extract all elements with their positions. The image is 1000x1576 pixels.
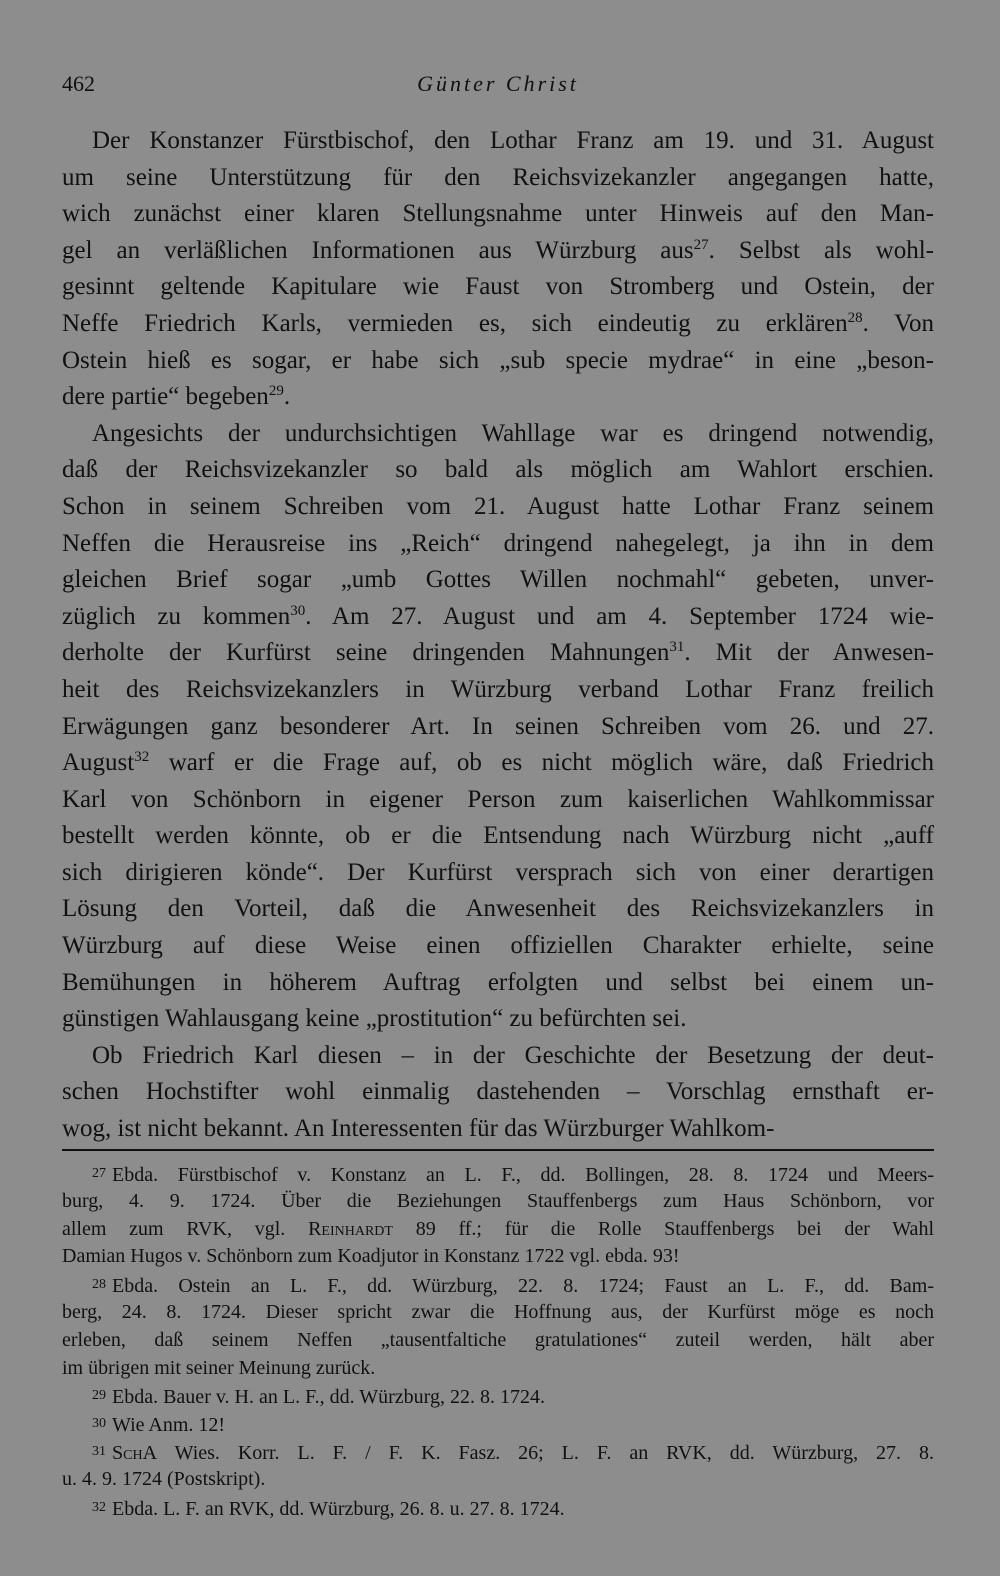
footnote-text: Ebda. Fürstbischof v. Konstanz an L. F., dd. Bollingen, 28. 8. 1724 und Meers- bbox=[112, 1164, 934, 1187]
text-line bbox=[62, 233, 934, 270]
text-line bbox=[62, 928, 934, 965]
text-segment: züglich zu kommen bbox=[62, 602, 291, 630]
text-line bbox=[62, 782, 934, 819]
text-segment: Neffen die Herausreise ins „Reich“ dringend nahegelegt, ja ihn in dem bbox=[62, 529, 934, 557]
text-segment: . Selbst als wohl- bbox=[708, 236, 935, 264]
text-segment: Karl von Schönborn in eigener Person zum kaiserlichen Wahlkommissar bbox=[62, 785, 934, 813]
footnote-number: 28 bbox=[92, 1277, 106, 1293]
text-segment: um seine Unterstützung für den Reichsvizekanzler angegangen hatte, bbox=[62, 163, 934, 191]
footnote-number: 27 bbox=[92, 1166, 106, 1181]
text-segment: gel an verläßlichen Informationen aus Würzburg aus bbox=[62, 236, 694, 264]
footnote-text: im übrigen mit seiner Meinung zurück. bbox=[62, 1356, 376, 1379]
footnote-text: u. 4. 9. 1724 (Postskript). bbox=[62, 1467, 266, 1490]
text-line bbox=[62, 635, 934, 672]
footnote-text: allem zum RVK, vgl. bbox=[62, 1217, 309, 1240]
text-line bbox=[62, 416, 934, 453]
footnote-text: burg, 4. 9. 1724. Über die Beziehungen Stauffenbergs zum Haus Schönborn, vor bbox=[62, 1189, 934, 1212]
main-text bbox=[62, 123, 934, 1148]
footnote-number: 31 bbox=[92, 1443, 106, 1459]
text-segment: Der Konstanzer Fürstbischof, den Lothar Franz am 19. und 31. August bbox=[92, 127, 934, 154]
text-line bbox=[62, 1074, 934, 1111]
text-line bbox=[62, 306, 934, 343]
text-line bbox=[62, 1001, 934, 1038]
text-line bbox=[62, 1111, 934, 1148]
text-line bbox=[62, 709, 934, 746]
text-segment: bestellt werden könnte, ob er die Entsendung nach Würzburg nicht „auff bbox=[62, 822, 934, 850]
footnote-text: berg, 24. 8. 1724. Dieser spricht zwar die Hoffnung aus, der Kurfürst möge es noch bbox=[62, 1300, 934, 1323]
text-line bbox=[62, 269, 934, 306]
text-line bbox=[62, 562, 934, 599]
text-segment: warf er die Frage auf, ob es nicht möglich wäre, daß Friedrich bbox=[149, 749, 934, 777]
text-line bbox=[62, 160, 934, 197]
author-name: Reinhardt bbox=[308, 1217, 393, 1240]
text-segment: günstigen Wahlausgang keine „prostitution“ zu befürchten sei. bbox=[62, 1005, 687, 1033]
footnote-line bbox=[62, 1188, 934, 1216]
footnote-ref: 29 bbox=[268, 383, 284, 400]
text-line bbox=[62, 196, 934, 233]
text-segment: dere partie“ begeben bbox=[62, 383, 269, 411]
footnote-ref: 27 bbox=[693, 236, 709, 253]
footnote-ref: 30 bbox=[290, 602, 306, 619]
footnote-text: Wie Anm. 12! bbox=[112, 1414, 226, 1437]
footnote-ref: 32 bbox=[134, 749, 150, 766]
footnote-line bbox=[62, 1271, 934, 1299]
text-segment: August bbox=[62, 749, 135, 777]
text-segment: Ob Friedrich Karl diesen – in der Geschichte der Besetzung der deut- bbox=[92, 1041, 934, 1069]
author-name: SchA bbox=[112, 1442, 158, 1465]
footnote-text: Damian Hugos v. Schönborn zum Koadjutor in Konstanz 1722 vgl. ebda. 93! bbox=[62, 1245, 680, 1268]
footnote-number: 30 bbox=[92, 1416, 106, 1432]
text-segment: . Mit der Anwesen- bbox=[684, 639, 934, 667]
footnote-line bbox=[62, 1243, 934, 1271]
text-segment: Angesichts der undurchsichtigen Wahllage war es dringend notwendig, bbox=[92, 419, 934, 447]
text-segment: gesinnt geltende Kapitulare wie Faust von Stromberg und Ostein, der bbox=[62, 273, 934, 301]
text-line bbox=[62, 489, 934, 526]
footnote-text: Ebda. Ostein an L. F., dd. Würzburg, 22. 8. 1724; Faust an L. F., dd. Bam- bbox=[112, 1275, 934, 1298]
footnote-number: 32 bbox=[92, 1499, 106, 1515]
footnote-text: Ebda. L. F. an RVK, dd. Würzburg, 26. 8. u. 27. 8. 1724. bbox=[112, 1497, 565, 1520]
footnote-text: erleben, daß seinem Neffen „tausentfaltiche gratulationes“ zuteil werden, hält aber bbox=[62, 1328, 934, 1351]
footnote-line bbox=[62, 1410, 934, 1438]
text-line bbox=[62, 855, 934, 892]
footnote-text: Wies. Korr. L. F. / F. K. Fasz. 26; L. F. an RVK, dd. Würzburg, 27. 8. bbox=[157, 1442, 934, 1465]
text-segment: schen Hochstifter wohl einmalig dastehenden – Vorschlag ernsthaft er- bbox=[62, 1078, 934, 1106]
text-segment: daß der Reichsvizekanzler so bald als möglich am Wahlort erschien. bbox=[62, 456, 934, 484]
footnote-line bbox=[62, 1160, 934, 1188]
footnote-line bbox=[62, 1216, 934, 1244]
text-segment: sich dirigieren könde“. Der Kurfürst versprach sich von einer derartigen bbox=[62, 858, 934, 886]
running-head: Günter Christ bbox=[417, 71, 579, 96]
footnote-line bbox=[62, 1438, 934, 1466]
text-segment: Bemühungen in höherem Auftrag erfolgten und selbst bei einem un- bbox=[62, 968, 934, 996]
footnotes bbox=[62, 1160, 934, 1521]
text-line bbox=[62, 818, 934, 855]
footnote-line bbox=[62, 1327, 934, 1355]
page-number: 462 bbox=[62, 71, 95, 96]
page-header bbox=[62, 68, 934, 100]
text-line bbox=[62, 672, 934, 709]
text-segment: Lösung den Vorteil, daß die Anwesenheit des Reichsvizekanzlers in bbox=[62, 895, 934, 923]
text-segment: Erwägungen ganz besonderer Art. In seinen Schreiben vom 26. und 27. bbox=[62, 712, 934, 740]
footnote-ref: 28 bbox=[847, 309, 863, 326]
footnote-line bbox=[62, 1466, 934, 1494]
text-segment: . Am 27. August und am 4. September 1724 wie- bbox=[305, 602, 935, 630]
footnote-ref: 31 bbox=[669, 639, 685, 656]
footnote-line bbox=[62, 1382, 934, 1410]
text-segment: gleichen Brief sogar „umb Gottes Willen nochmahl“ gebeten, unver- bbox=[62, 566, 934, 594]
text-segment: Schon in seinem Schreiben vom 21. August hatte Lothar Franz seinem bbox=[62, 492, 934, 520]
footnote-rule bbox=[62, 1149, 934, 1151]
text-segment: wich zunächst einer klaren Stellungsnahme unter Hinweis auf den Man- bbox=[62, 200, 934, 228]
footnote-line bbox=[62, 1494, 934, 1522]
text-segment: wog, ist nicht bekannt. An Interessenten für das Würzburger Wahlkom- bbox=[62, 1115, 775, 1143]
footnote-line bbox=[62, 1355, 934, 1383]
text-line bbox=[62, 745, 934, 782]
text-line bbox=[62, 1038, 934, 1075]
text-line bbox=[62, 379, 934, 416]
text-line bbox=[62, 599, 934, 636]
text-segment: derholte der Kurfürst seine dringenden Mahnungen bbox=[62, 639, 670, 667]
footnote-line bbox=[62, 1299, 934, 1327]
text-line bbox=[62, 965, 934, 1002]
text-segment: Neffe Friedrich Karls, vermieden es, sich eindeutig zu erklären bbox=[62, 309, 848, 337]
text-segment: Ostein hieß es sogar, er habe sich „sub specie mydrae“ in eine „beson- bbox=[62, 346, 934, 374]
footnote-text: Ebda. Bauer v. H. an L. F., dd. Würzburg, 22. 8. 1724. bbox=[112, 1386, 545, 1409]
text-segment: . bbox=[283, 383, 291, 411]
footnote-text: 89 ff.; für die Rolle Stauffenbergs bei der Wahl bbox=[392, 1217, 934, 1240]
text-line bbox=[62, 452, 934, 489]
footnote-number: 29 bbox=[92, 1388, 106, 1404]
text-line bbox=[62, 123, 934, 160]
text-segment: heit des Reichsvizekanzlers in Würzburg verband Lothar Franz freilich bbox=[62, 675, 934, 703]
text-line bbox=[62, 891, 934, 928]
text-line bbox=[62, 343, 934, 380]
text-line bbox=[62, 526, 934, 563]
text-segment: . Von bbox=[862, 309, 934, 337]
text-segment: Würzburg auf diese Weise einen offiziellen Charakter erhielte, seine bbox=[62, 932, 934, 960]
